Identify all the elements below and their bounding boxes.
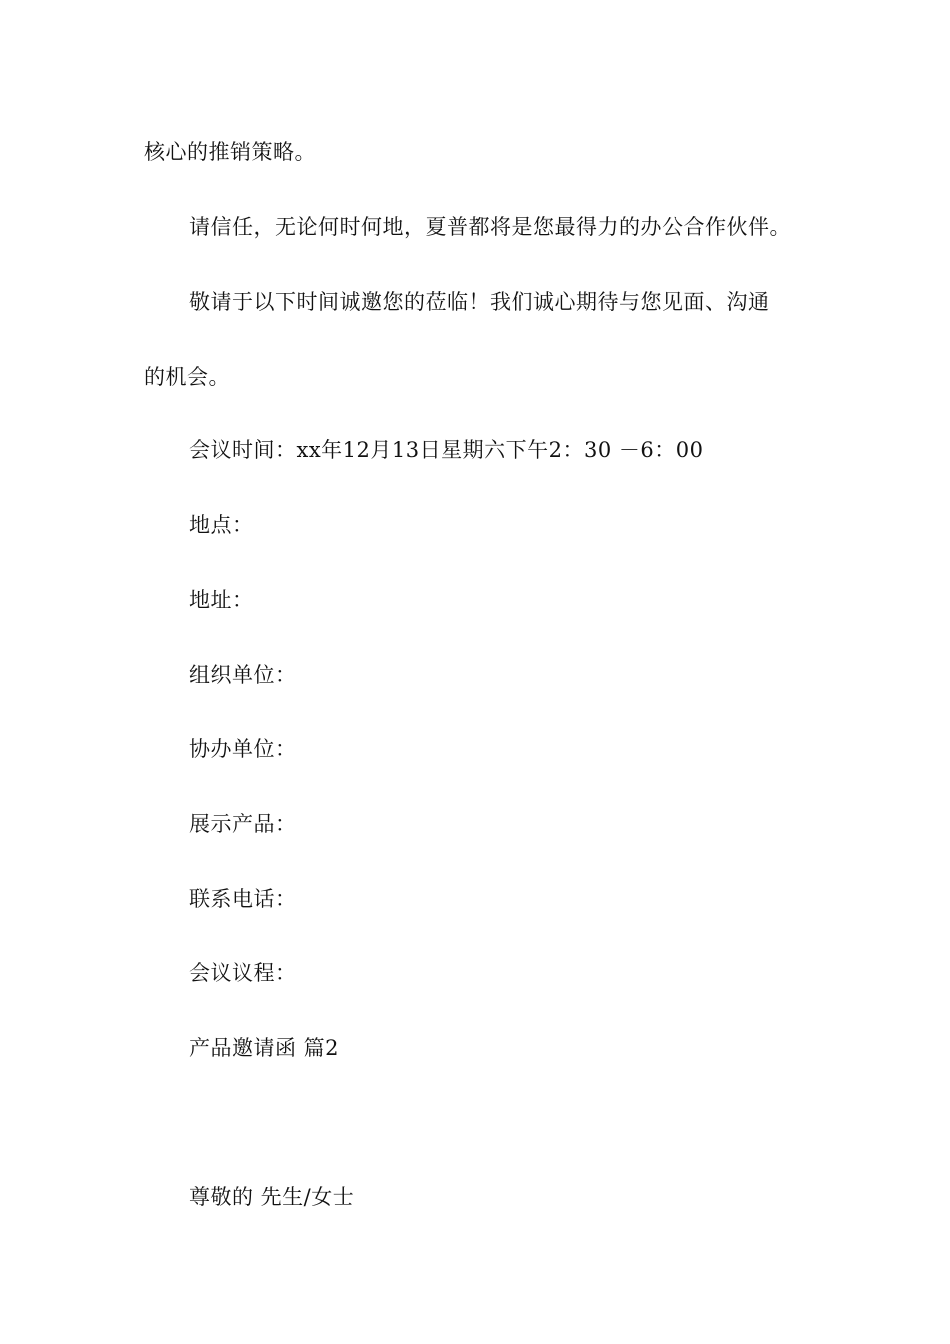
paragraph-invite: 敬请于以下时间诚邀您的莅临！我们诚心期待与您见面、沟通 [189,290,770,314]
meeting-time: 会议时间：xx年12月13日星期六下午2：30 －6：00 [189,438,704,462]
venue-label: 地点： [189,513,254,537]
phone-label: 联系电话： [189,887,297,911]
organizer-label: 组织单位： [189,663,297,687]
address-label: 地址： [189,588,254,612]
paragraph-trust: 请信任，无论何时何地，夏普都将是您最得力的办公合作伙伴。 [189,215,791,239]
agenda-label: 会议议程： [189,961,297,985]
co-organizer-label: 协办单位： [189,737,297,761]
paragraph-invite-continued: 的机会。 [144,365,230,389]
salutation: 尊敬的 先生/女士 [189,1185,355,1209]
products-label: 展示产品： [189,812,297,836]
section-heading: 产品邀请函 篇2 [189,1036,340,1060]
paragraph-continuation: 核心的推销策略。 [144,140,316,164]
